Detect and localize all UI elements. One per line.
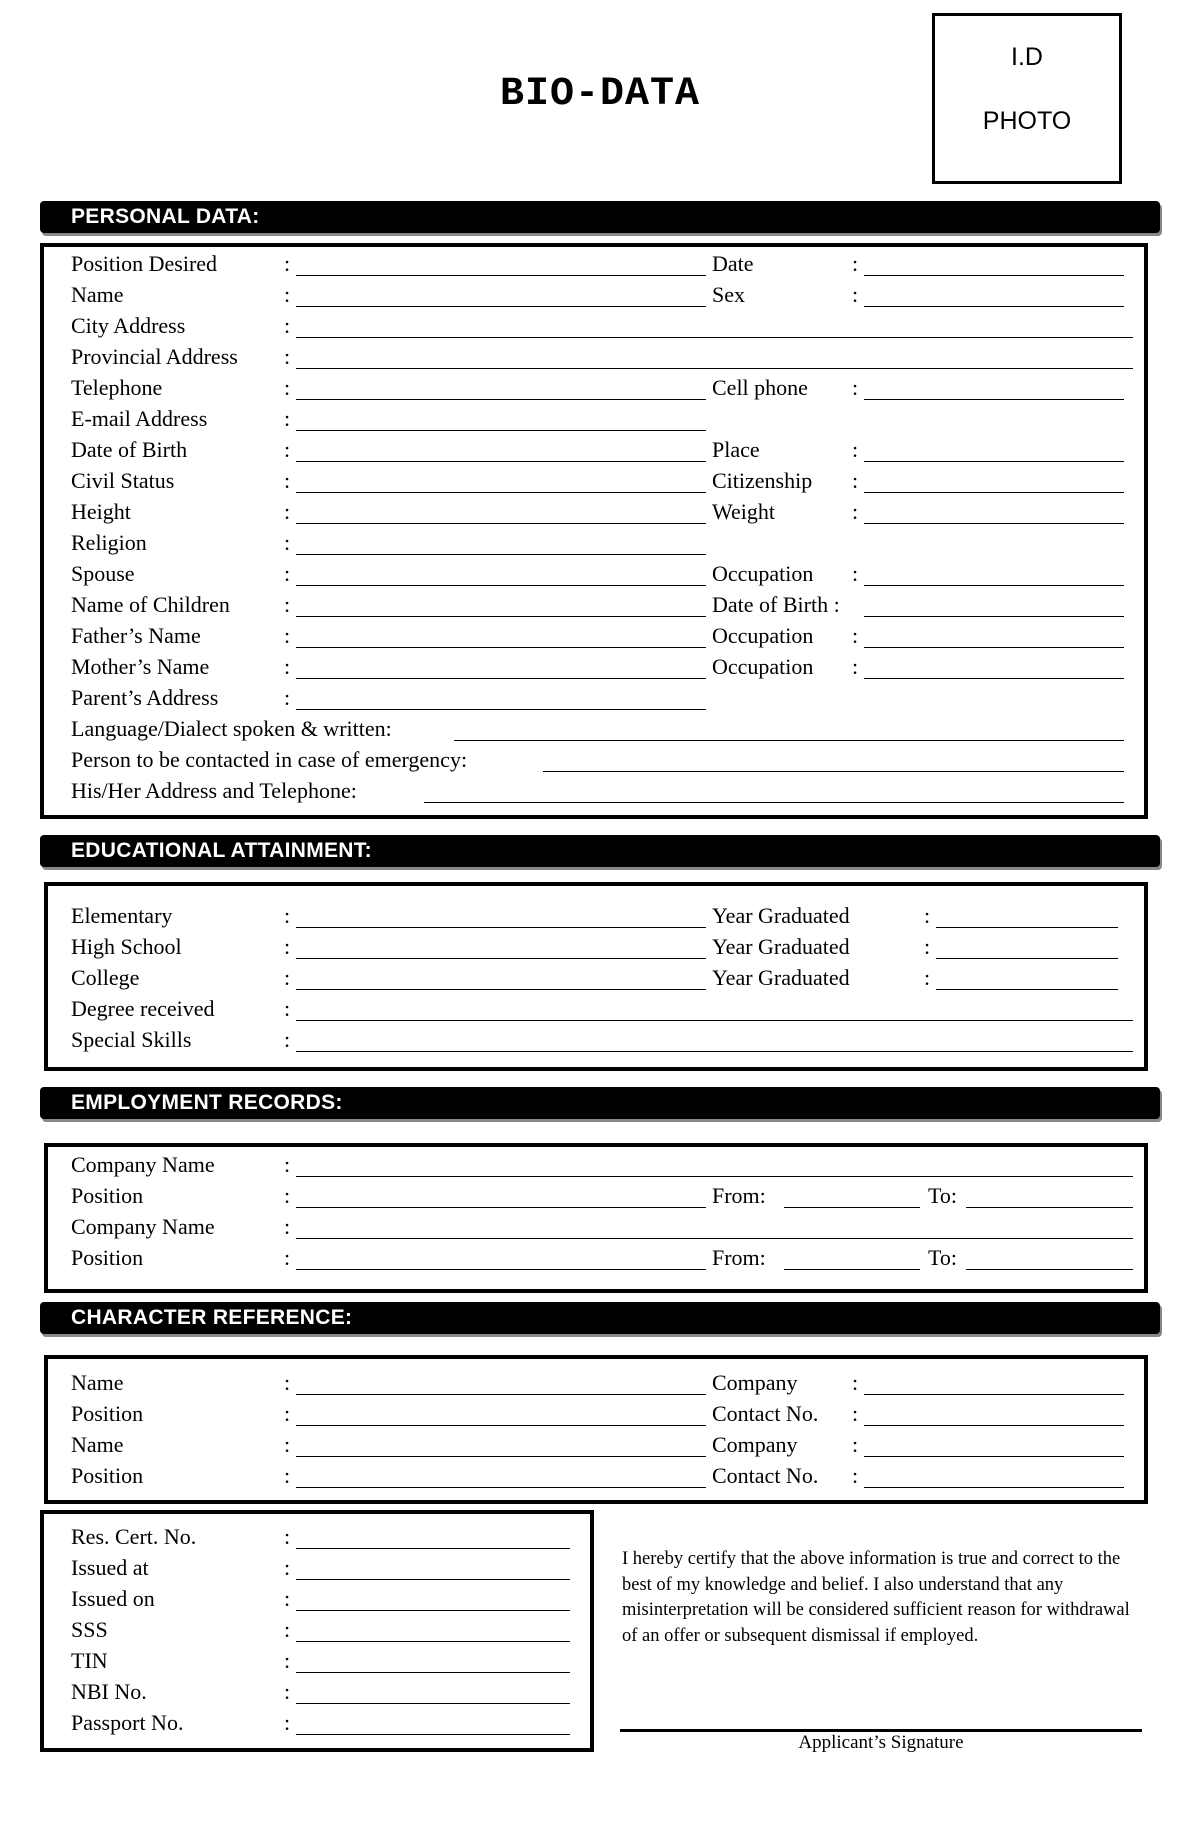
reference-company-1-colon: : — [852, 1370, 859, 1395]
special-skills-colon: : — [284, 1027, 291, 1052]
reference-company-2-input-line[interactable] — [864, 1456, 1124, 1457]
sex-colon: : — [852, 282, 859, 307]
email-address-label: E-mail Address — [71, 406, 208, 431]
reference-position-2-colon: : — [284, 1463, 291, 1488]
tin-colon: : — [284, 1648, 291, 1673]
sex-label: Sex — [712, 282, 745, 307]
company-name-1-input-line[interactable] — [296, 1176, 1133, 1177]
nbi-no-colon: : — [284, 1679, 291, 1704]
to-2-input-line[interactable] — [966, 1269, 1133, 1270]
section-header-personal: PERSONAL DATA: — [40, 201, 1160, 233]
elementary-year-graduated-label: Year Graduated — [712, 903, 850, 928]
position-desired-label: Position Desired — [71, 251, 218, 276]
city-address-label: City Address — [71, 313, 186, 338]
section-header-character: CHARACTER REFERENCE: — [40, 1302, 1160, 1334]
passport-no-colon: : — [284, 1710, 291, 1735]
name-label: Name — [71, 282, 124, 307]
page-title: BIO-DATA — [499, 72, 701, 117]
date-of-birth-input-line[interactable] — [296, 461, 706, 462]
citizenship-colon: : — [852, 468, 859, 493]
photo-label-photo: PHOTO — [982, 107, 1072, 135]
id-photo-box — [932, 13, 1122, 184]
college-input-line[interactable] — [296, 989, 706, 990]
issued-at-label: Issued at — [71, 1555, 149, 1580]
cell-phone-label: Cell phone — [712, 375, 808, 400]
position-1-input-line[interactable] — [296, 1207, 706, 1208]
college-year-graduated-label: Year Graduated — [712, 965, 850, 990]
reference-name-2-label: Name — [71, 1432, 124, 1457]
nbi-no-input-line[interactable] — [296, 1703, 570, 1704]
civil-status-label: Civil Status — [71, 468, 175, 493]
children-date-of-birth-input-line[interactable] — [864, 616, 1124, 617]
special-skills-label: Special Skills — [71, 1027, 192, 1052]
high-school-input-line[interactable] — [296, 958, 706, 959]
nbi-no-label: NBI No. — [71, 1679, 147, 1704]
college-year-graduated-input-line[interactable] — [936, 989, 1118, 990]
issued-at-input-line[interactable] — [296, 1579, 570, 1580]
issued-at-colon: : — [284, 1555, 291, 1580]
city-address-input-line[interactable] — [296, 337, 1133, 338]
issued-on-input-line[interactable] — [296, 1610, 570, 1611]
fathers-name-label: Father’s Name — [71, 623, 201, 648]
reference-contact-2-label: Contact No. — [712, 1463, 819, 1488]
mothers-name-label: Mother’s Name — [71, 654, 210, 679]
reference-company-2-label: Company — [712, 1432, 798, 1457]
telephone-colon: : — [284, 375, 291, 400]
reference-position-2-input-line[interactable] — [296, 1487, 706, 1488]
emergency-address-telephone-input-line[interactable] — [424, 802, 1124, 803]
father-occupation-colon: : — [852, 623, 859, 648]
college-label: College — [71, 965, 140, 990]
reference-position-2-label: Position — [71, 1463, 144, 1488]
res-cert-no-colon: : — [284, 1524, 291, 1549]
parents-address-colon: : — [284, 685, 291, 710]
spouse-occupation-input-line[interactable] — [864, 585, 1124, 586]
reference-contact-2-colon: : — [852, 1463, 859, 1488]
reference-company-1-input-line[interactable] — [864, 1394, 1124, 1395]
company-name-1-label: Company Name — [71, 1152, 215, 1177]
emergency-address-telephone-label: His/Her Address and Telephone: — [71, 778, 357, 803]
degree-received-label: Degree received — [71, 996, 215, 1021]
degree-received-input-line[interactable] — [296, 1020, 1133, 1021]
email-address-colon: : — [284, 406, 291, 431]
from-1-label: From: — [712, 1183, 766, 1208]
reference-name-2-colon: : — [284, 1432, 291, 1457]
mother-occupation-colon: : — [852, 654, 859, 679]
high-school-year-graduated-colon: : — [924, 934, 931, 959]
position-2-colon: : — [284, 1245, 291, 1270]
character-box — [44, 1355, 1148, 1504]
elementary-colon: : — [284, 903, 291, 928]
company-name-1-colon: : — [284, 1152, 291, 1177]
company-name-2-colon: : — [284, 1214, 291, 1239]
sss-colon: : — [284, 1617, 291, 1642]
reference-company-1-label: Company — [712, 1370, 798, 1395]
citizenship-label: Citizenship — [712, 468, 813, 493]
college-year-graduated-colon: : — [924, 965, 931, 990]
from-2-input-line[interactable] — [784, 1269, 920, 1270]
to-1-input-line[interactable] — [966, 1207, 1133, 1208]
tin-label: TIN — [71, 1648, 108, 1673]
parents-address-input-line[interactable] — [296, 709, 706, 710]
religion-colon: : — [284, 530, 291, 555]
civil-status-colon: : — [284, 468, 291, 493]
mother-occupation-label: Occupation — [712, 654, 814, 679]
sss-label: SSS — [71, 1617, 108, 1642]
reference-position-1-input-line[interactable] — [296, 1425, 706, 1426]
company-name-2-input-line[interactable] — [296, 1238, 1133, 1239]
reference-position-1-label: Position — [71, 1401, 144, 1426]
height-input-line[interactable] — [296, 523, 706, 524]
name-of-children-label: Name of Children — [71, 592, 230, 617]
high-school-label: High School — [71, 934, 182, 959]
spouse-input-line[interactable] — [296, 585, 706, 586]
weight-colon: : — [852, 499, 859, 524]
reference-name-2-input-line[interactable] — [296, 1456, 706, 1457]
to-1-label: To: — [928, 1183, 958, 1208]
language-dialect-label: Language/Dialect spoken & written: — [71, 716, 392, 741]
date-of-birth-colon: : — [284, 437, 291, 462]
reference-contact-1-input-line[interactable] — [864, 1425, 1124, 1426]
father-occupation-label: Occupation — [712, 623, 814, 648]
from-1-input-line[interactable] — [784, 1207, 920, 1208]
reference-name-1-input-line[interactable] — [296, 1394, 706, 1395]
sex-input-line[interactable] — [864, 306, 1124, 307]
place-of-birth-label: Place — [712, 437, 760, 462]
position-1-label: Position — [71, 1183, 144, 1208]
special-skills-input-line[interactable] — [296, 1051, 1133, 1052]
elementary-year-graduated-input-line[interactable] — [936, 927, 1118, 928]
reference-contact-1-colon: : — [852, 1401, 859, 1426]
date-colon: : — [852, 251, 859, 276]
reference-position-1-colon: : — [284, 1401, 291, 1426]
height-colon: : — [284, 499, 291, 524]
signature-label: Applicant’s Signature — [798, 1732, 964, 1753]
parents-address-label: Parent’s Address — [71, 685, 219, 710]
elementary-year-graduated-colon: : — [924, 903, 931, 928]
weight-input-line[interactable] — [864, 523, 1124, 524]
issued-on-label: Issued on — [71, 1586, 155, 1611]
provincial-address-input-line[interactable] — [296, 368, 1133, 369]
spouse-occupation-colon: : — [852, 561, 859, 586]
cell-phone-colon: : — [852, 375, 859, 400]
section-header-employment: EMPLOYMENT RECORDS: — [40, 1087, 1160, 1119]
fathers-name-colon: : — [284, 623, 291, 648]
fathers-name-input-line[interactable] — [296, 647, 706, 648]
sss-input-line[interactable] — [296, 1641, 570, 1642]
religion-label: Religion — [71, 530, 147, 555]
email-address-input-line[interactable] — [296, 430, 706, 431]
high-school-year-graduated-label: Year Graduated — [712, 934, 850, 959]
emergency-contact-input-line[interactable] — [543, 771, 1124, 772]
position-desired-colon: : — [284, 251, 291, 276]
tin-input-line[interactable] — [296, 1672, 570, 1673]
telephone-input-line[interactable] — [296, 399, 706, 400]
position-1-colon: : — [284, 1183, 291, 1208]
high-school-colon: : — [284, 934, 291, 959]
company-name-2-label: Company Name — [71, 1214, 215, 1239]
res-cert-no-input-line[interactable] — [296, 1548, 570, 1549]
name-input-line[interactable] — [296, 306, 706, 307]
mothers-name-input-line[interactable] — [296, 678, 706, 679]
name-colon: : — [284, 282, 291, 307]
name-of-children-colon: : — [284, 592, 291, 617]
position-desired-input-line[interactable] — [296, 275, 706, 276]
date-input-line[interactable] — [864, 275, 1124, 276]
mothers-name-colon: : — [284, 654, 291, 679]
college-colon: : — [284, 965, 291, 990]
civil-status-input-line[interactable] — [296, 492, 706, 493]
high-school-year-graduated-input-line[interactable] — [936, 958, 1118, 959]
from-2-label: From: — [712, 1245, 766, 1270]
photo-label-id: I.D — [1011, 43, 1043, 71]
passport-no-input-line[interactable] — [296, 1734, 570, 1735]
passport-no-label: Passport No. — [71, 1710, 184, 1735]
res-cert-no-label: Res. Cert. No. — [71, 1524, 197, 1549]
degree-received-colon: : — [284, 996, 291, 1021]
language-dialect-input-line[interactable] — [454, 740, 1124, 741]
reference-company-2-colon: : — [852, 1432, 859, 1457]
spouse-colon: : — [284, 561, 291, 586]
reference-contact-1-label: Contact No. — [712, 1401, 819, 1426]
telephone-label: Telephone — [71, 375, 163, 400]
reference-contact-2-input-line[interactable] — [864, 1487, 1124, 1488]
elementary-input-line[interactable] — [296, 927, 706, 928]
father-occupation-input-line[interactable] — [864, 647, 1124, 648]
position-2-input-line[interactable] — [296, 1269, 706, 1270]
to-2-label: To: — [928, 1245, 958, 1270]
name-of-children-input-line[interactable] — [296, 616, 706, 617]
certification-statement: I hereby certify that the above information is true and correct to the best of my knowledge and belief. I also understand that any misinterpretation will be considered sufficient reason for withdrawal of an offer or subsequent dismissal if employed. — [622, 1549, 1130, 1646]
spouse-label: Spouse — [71, 561, 135, 586]
cell-phone-input-line[interactable] — [864, 399, 1124, 400]
city-address-colon: : — [284, 313, 291, 338]
provincial-address-label: Provincial Address — [71, 344, 238, 369]
place-of-birth-input-line[interactable] — [864, 461, 1124, 462]
weight-label: Weight — [712, 499, 775, 524]
reference-name-1-colon: : — [284, 1370, 291, 1395]
place-of-birth-colon: : — [852, 437, 859, 462]
section-header-education: EDUCATIONAL ATTAINMENT: — [40, 835, 1160, 867]
position-2-label: Position — [71, 1245, 144, 1270]
emergency-contact-label: Person to be contacted in case of emergency: — [71, 747, 468, 772]
elementary-label: Elementary — [71, 903, 173, 928]
date-of-birth-label: Date of Birth — [71, 437, 188, 462]
mother-occupation-input-line[interactable] — [864, 678, 1124, 679]
issued-on-colon: : — [284, 1586, 291, 1611]
education-box — [44, 882, 1148, 1071]
reference-name-1-label: Name — [71, 1370, 124, 1395]
religion-input-line[interactable] — [296, 554, 706, 555]
provincial-address-colon: : — [284, 344, 291, 369]
children-date-of-birth-label: Date of Birth : — [712, 592, 840, 617]
spouse-occupation-label: Occupation — [712, 561, 814, 586]
citizenship-input-line[interactable] — [864, 492, 1124, 493]
height-label: Height — [71, 499, 131, 524]
date-label: Date — [712, 251, 754, 276]
